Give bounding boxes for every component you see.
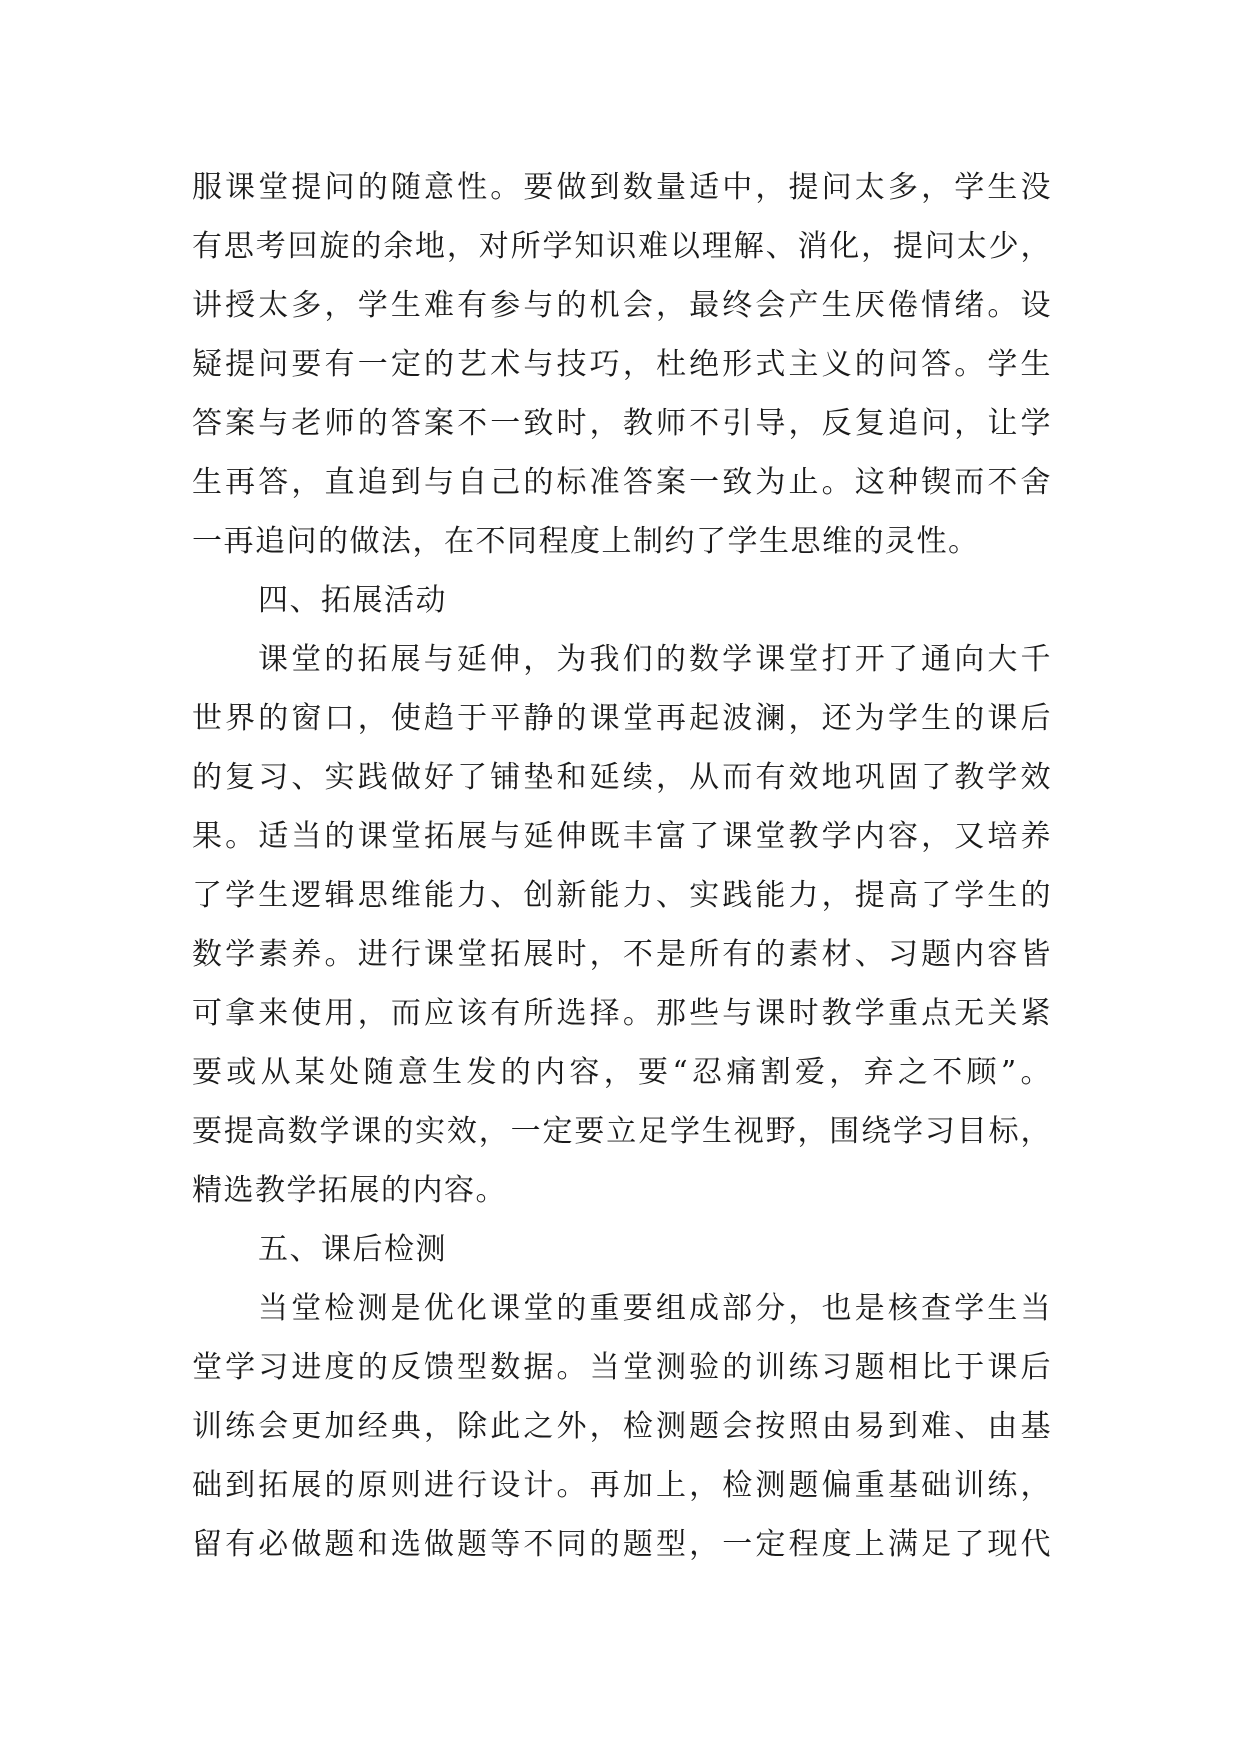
paragraph-line: 了学生逻辑思维能力、创新能力、实践能力，提高了学生的 bbox=[192, 878, 1052, 913]
paragraph-line: 的复习、实践做好了铺垫和延续，从而有效地巩固了教学效 bbox=[192, 760, 1052, 795]
paragraph-line: 疑提问要有一定的艺术与技巧，杜绝形式主义的问答。学生 bbox=[192, 347, 1052, 382]
section-heading: 五、课后检测 bbox=[258, 1232, 447, 1267]
paragraph-line: 可拿来使用，而应该有所选择。那些与课时教学重点无关紧 bbox=[192, 996, 1052, 1031]
paragraph-line: 生再答，直追到与自己的标准答案一致为止。这种锲而不舍 bbox=[192, 465, 1052, 500]
paragraph-line: 有思考回旋的余地，对所学知识难以理解、消化，提问太少， bbox=[192, 229, 1052, 264]
document-body bbox=[192, 158, 1052, 1574]
paragraph-line: 讲授太多，学生难有参与的机会，最终会产生厌倦情绪。设 bbox=[192, 288, 1052, 323]
section-heading: 四、拓展活动 bbox=[258, 583, 447, 618]
paragraph-line: 要提高数学课的实效，一定要立足学生视野，围绕学习目标， bbox=[192, 1114, 1052, 1149]
paragraph-line: 服课堂提问的随意性。要做到数量适中，提问太多，学生没 bbox=[192, 170, 1052, 205]
paragraph-line: 一再追问的做法，在不同程度上制约了学生思维的灵性。 bbox=[192, 524, 980, 559]
paragraph-line: 留有必做题和选做题等不同的题型，一定程度上满足了现代 bbox=[192, 1527, 1052, 1562]
paragraph-line: 果。适当的课堂拓展与延伸既丰富了课堂教学内容，又培养 bbox=[192, 819, 1052, 854]
paragraph-line: 数学素养。进行课堂拓展时，不是所有的素材、习题内容皆 bbox=[192, 937, 1052, 972]
paragraph-line: 堂学习进度的反馈型数据。当堂测验的训练习题相比于课后 bbox=[192, 1350, 1052, 1385]
paragraph-line: 当堂检测是优化课堂的重要组成部分，也是核查学生当 bbox=[258, 1291, 1052, 1326]
paragraph-line: 世界的窗口，使趋于平静的课堂再起波澜，还为学生的课后 bbox=[192, 701, 1052, 736]
paragraph-line: 础到拓展的原则进行设计。再加上，检测题偏重基础训练， bbox=[192, 1468, 1052, 1503]
paragraph-line: 答案与老师的答案不一致时，教师不引导，反复追问，让学 bbox=[192, 406, 1052, 441]
paragraph-line: 要或从某处随意生发的内容，要“忍痛割爱，弃之不顾”。 bbox=[192, 1055, 1052, 1090]
paragraph-line: 课堂的拓展与延伸，为我们的数学课堂打开了通向大千 bbox=[258, 642, 1052, 677]
paragraph-line: 精选教学拓展的内容。 bbox=[192, 1173, 507, 1208]
paragraph-line: 训练会更加经典，除此之外，检测题会按照由易到难、由基 bbox=[192, 1409, 1052, 1444]
